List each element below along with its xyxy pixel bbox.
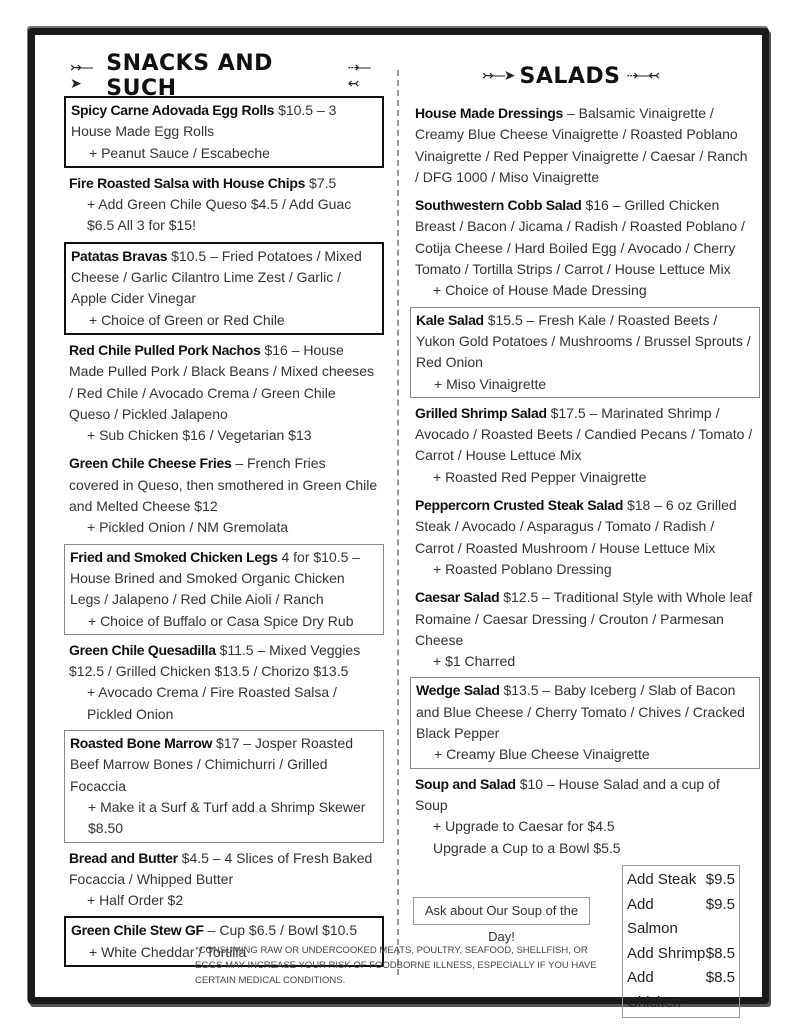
- addon-label: Add Shrimp: [627, 944, 706, 962]
- item-name: Peppercorn Crusted Steak Salad: [415, 497, 624, 514]
- menu-item: [64, 638, 384, 727]
- addon-row: [627, 893, 735, 942]
- item-desc: $18 – 6 oz Grilled Steak / Avocado / Asparagus / Tomato / Radish / Carrot / Roasted Mushroom / House Lettuce Mix: [415, 497, 737, 556]
- menu-item: [64, 846, 384, 914]
- item-desc: $15.5 – Fresh Kale / Roasted Beets / Yukon Gold Potatoes / Mushrooms / Brussel Sprouts / Red Onion: [416, 311, 751, 371]
- item-name: Kale Salad: [416, 311, 484, 328]
- item-desc: $7.5: [309, 174, 337, 191]
- item-desc: $17 – Josper Roasted Beef Marrow Bones / Chimichurri / Grilled Focaccia: [70, 735, 353, 794]
- item-desc: $11.5 – Mixed Veggies $12.5 / Grilled Chicken $13.5 / Chorizo $13.5: [69, 641, 361, 680]
- menu-item: [64, 544, 384, 635]
- menu-item: [410, 585, 760, 674]
- addons-box: [622, 865, 740, 1018]
- item-name: Fire Roasted Salsa with House Chips: [69, 174, 306, 191]
- item-name: House Made Dressings: [415, 105, 564, 121]
- arrow-right-icon: ↣—➤: [482, 68, 514, 84]
- addon-label: Add Steak: [627, 871, 697, 888]
- menu-item: [64, 451, 384, 540]
- salads-title: SALADS: [519, 63, 621, 89]
- item-desc: $13.5 – Baby Iceberg / Slab of Bacon and Blue Cheese / Cherry Tomato / Chives / Cracked Black Pepper: [416, 682, 745, 742]
- item-option: + White Cheddar / Tortilla: [89, 943, 247, 960]
- item-option: + Choice of Buffalo or Casa Spice Dry Rub: [88, 612, 354, 629]
- item-name: Southwestern Cobb Salad: [415, 197, 582, 214]
- item-desc: $4.5 – 4 Slices of Fresh Baked Focaccia / Whipped Butter: [69, 849, 373, 887]
- item-name: Soup and Salad: [415, 775, 516, 792]
- soup-of-day-note: Ask about Our Soup of the Day!: [413, 897, 590, 925]
- item-name: Fried and Smoked Chicken Legs: [70, 548, 278, 565]
- salads-heading: [410, 60, 730, 92]
- menu-item: [410, 101, 760, 190]
- item-desc: $12.5 – Traditional Style with Whole leaf Romaine / Caesar Dressing / Crouton / Parmesan Cheese: [415, 589, 753, 648]
- snacks-heading: [64, 51, 384, 101]
- item-desc: – French Fries covered in Queso, then smothered in Green Chile and Melted Cheese $12: [69, 455, 378, 515]
- item-desc: $10 – House Salad and a cup of Soup: [415, 775, 720, 813]
- item-desc: 4 for $10.5 – House Brined and Smoked Organic Chicken Legs / Jalapeno / Red Chile Aioli / Ranch: [70, 548, 361, 608]
- menu-item: [410, 193, 760, 303]
- item-option: + Upgrade to Caesar for $4.5: [433, 818, 615, 835]
- item-name: Bread and Butter: [69, 849, 178, 866]
- item-name: Green Chile Cheese Fries: [69, 455, 232, 472]
- item-desc: $16 – Grilled Chicken Breast / Bacon / Jicama / Radish / Roasted Poblano / Cotija Cheese / Hard Boiled Egg / Avocado / Cherry Tomato / Tortilla Strips / Carrot / House Lettuce Mix: [415, 197, 745, 278]
- menu-item: [64, 171, 384, 239]
- menu-item: [64, 242, 384, 335]
- item-option: + Peanut Sauce / Escabeche: [89, 144, 270, 161]
- arrow-left-icon: ⇢—↢: [347, 60, 370, 92]
- item-option: + Sub Chicken $16 / Vegetarian $13: [87, 427, 312, 444]
- addon-price: $8.5: [705, 969, 735, 986]
- addon-label: Add Chicken: [627, 969, 682, 1011]
- addon-price: $9.5: [705, 871, 735, 888]
- item-name: Grilled Shrimp Salad: [415, 404, 547, 421]
- item-desc: $17.5 – Marinated Shrimp / Avocado / Roasted Beets / Candied Pecans / Tomato / Carrot / House Lettuce Mix: [415, 404, 753, 464]
- item-name: Patatas Bravas: [71, 247, 168, 264]
- item-name: Green Chile Quesadilla: [69, 641, 216, 658]
- item-desc: – Balsamic Vinaigrette / Creamy Blue Cheese Vinaigrette / Roasted Poblano Vinaigrette / Red Pepper Vinaigrette / Caesar / Ranch / DFG 1000 / Miso Vinaigrette: [415, 105, 748, 185]
- menu-item: [64, 730, 384, 842]
- item-name: Wedge Salad: [416, 682, 500, 699]
- menu-item: [64, 338, 384, 448]
- arrow-right-icon: ↣—➤: [70, 60, 92, 92]
- item-option: + Miso Vinaigrette: [434, 375, 547, 392]
- item-desc: $16 – House Made Pulled Pork / Black Beans / Mixed cheeses / Red Chile / Avocado Crema / Green Chile Queso / Pickled Jalapeno: [69, 341, 375, 422]
- item-option: + $1 Charred: [433, 653, 516, 670]
- menu-item: [410, 307, 760, 398]
- snacks-title: SNACKS AND SUCH: [106, 51, 273, 101]
- item-option: + Avocado Crema / Fire Roasted Salsa / Pickled Onion: [87, 684, 337, 722]
- menu-item: [410, 677, 760, 768]
- item-name: Caesar Salad: [415, 589, 500, 606]
- snacks-column: [64, 96, 384, 970]
- menu-item: [64, 96, 384, 168]
- addon-price: $9.5: [705, 895, 735, 913]
- item-name: Green Chile Stew GF: [71, 922, 204, 939]
- item-option: + Choice of Green or Red Chile: [89, 311, 285, 328]
- item-option: + Make it a Surf & Turf add a Shrimp Skewer $8.50: [88, 798, 366, 837]
- item-option: + Creamy Blue Cheese Vinaigrette: [434, 746, 650, 763]
- item-option: + Choice of House Made Dressing: [433, 282, 647, 299]
- item-desc: $10.5 – 3 House Made Egg Rolls: [71, 102, 337, 140]
- food-safety-disclaimer: *CONSUMING RAW OR UNDERCOOKED MEATS, POULTRY, SEAFOOD, SHELLFISH, OR EGGS MAY INCREASE YOUR RISK OF FOODBORNE ILLNESS, ESPECIALLY IF YOU HAVE CERTAIN MEDICAL CONDITIONS.: [195, 945, 597, 986]
- salads-column: [410, 101, 760, 864]
- arrow-left-icon: ⇢—↢: [626, 68, 658, 84]
- item-option: + Roasted Poblano Dressing: [433, 560, 612, 577]
- item-option: + Pickled Onion / NM Gremolata: [87, 519, 289, 536]
- item-name: Red Chile Pulled Pork Nachos: [69, 341, 261, 358]
- item-option: Upgrade a Cup to a Bowl $5.5: [433, 839, 621, 856]
- column-divider: [397, 70, 399, 975]
- item-option: + Add Green Chile Queso $4.5 / Add Guac $6.5 All 3 for $15!: [87, 196, 352, 234]
- addon-row: [627, 868, 735, 893]
- addon-row: [627, 966, 735, 1015]
- menu-item: [410, 772, 760, 861]
- item-desc: – Cup $6.5 / Bowl $10.5: [207, 922, 358, 939]
- item-option: + Roasted Red Pepper Vinaigrette: [433, 468, 647, 485]
- menu-item: [410, 493, 760, 582]
- item-name: Spicy Carne Adovada Egg Rolls: [71, 102, 275, 118]
- item-option: + Half Order $2: [87, 892, 184, 909]
- addon-row: [627, 942, 735, 967]
- menu-item: [410, 401, 760, 490]
- addon-price: $8.5: [705, 944, 735, 962]
- item-name: Roasted Bone Marrow: [70, 735, 213, 752]
- addon-label: Add Salmon: [627, 895, 678, 937]
- item-desc: $10.5 – Fried Potatoes / Mixed Cheese / Garlic Cilantro Lime Zest / Garlic / Apple Cider Vinegar: [71, 247, 362, 307]
